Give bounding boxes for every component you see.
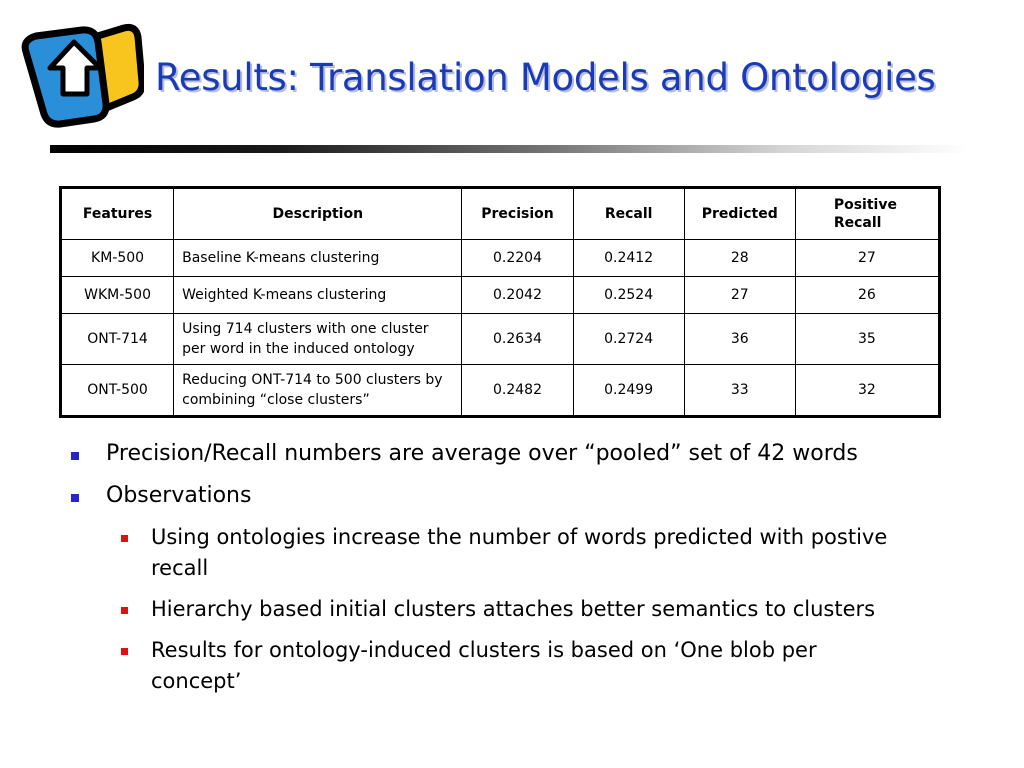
- cell-precision: 0.2204: [462, 240, 573, 277]
- sub-bullet-item: Using ontologies increase the number of words predicted with postive recall: [68, 522, 911, 584]
- cell-features: KM-500: [61, 240, 174, 277]
- header-features: Features: [61, 188, 174, 240]
- title-divider: [50, 145, 970, 153]
- cell-predicted: 36: [684, 314, 795, 365]
- cell-predicted: 27: [684, 277, 795, 314]
- cell-positive-recall: 32: [795, 365, 939, 417]
- cell-recall: 0.2524: [573, 277, 684, 314]
- cell-positive-recall: 26: [795, 277, 939, 314]
- cell-precision: 0.2042: [462, 277, 573, 314]
- cell-features: ONT-714: [61, 314, 174, 365]
- table-row: [61, 277, 940, 314]
- sub-bullet-item: Hierarchy based initial clusters attaches better semantics to clusters: [68, 594, 911, 625]
- cell-recall: 0.2724: [573, 314, 684, 365]
- sub-bullet-item: Results for ontology-induced clusters is based on ‘One blob per concept’: [68, 635, 911, 697]
- table-row: [61, 314, 940, 365]
- cell-precision: 0.2634: [462, 314, 573, 365]
- table-row: [61, 240, 940, 277]
- cell-positive-recall: 35: [795, 314, 939, 365]
- table-header-row: [61, 188, 940, 240]
- cell-description: Weighted K-means clustering: [174, 277, 462, 314]
- slide-title: Results: Translation Models and Ontologies: [155, 56, 936, 99]
- cell-recall: 0.2499: [573, 365, 684, 417]
- results-table: [59, 186, 941, 418]
- cell-precision: 0.2482: [462, 365, 573, 417]
- table-row: [61, 365, 940, 417]
- header-recall: Recall: [573, 188, 684, 240]
- cell-predicted: 28: [684, 240, 795, 277]
- cell-features: ONT-500: [61, 365, 174, 417]
- header-predicted: Predicted: [684, 188, 795, 240]
- header-positive-recall: Positive Recall: [795, 188, 939, 240]
- cell-positive-recall: 27: [795, 240, 939, 277]
- header-precision: Precision: [462, 188, 573, 240]
- cell-description: Using 714 clusters with one cluster per word in the induced ontology: [174, 314, 462, 365]
- bullet-item: Observations: [68, 480, 968, 512]
- bullet-item: Precision/Recall numbers are average over “pooled” set of 42 words: [68, 438, 968, 470]
- bullet-list: [68, 438, 968, 707]
- cell-description: Baseline K-means clustering: [174, 240, 462, 277]
- header-description: Description: [174, 188, 462, 240]
- cell-predicted: 33: [684, 365, 795, 417]
- cell-features: WKM-500: [61, 277, 174, 314]
- cell-recall: 0.2412: [573, 240, 684, 277]
- cell-description: Reducing ONT-714 to 500 clusters by combining “close clusters”: [174, 365, 462, 417]
- up-arrow-logo-icon: [20, 20, 144, 128]
